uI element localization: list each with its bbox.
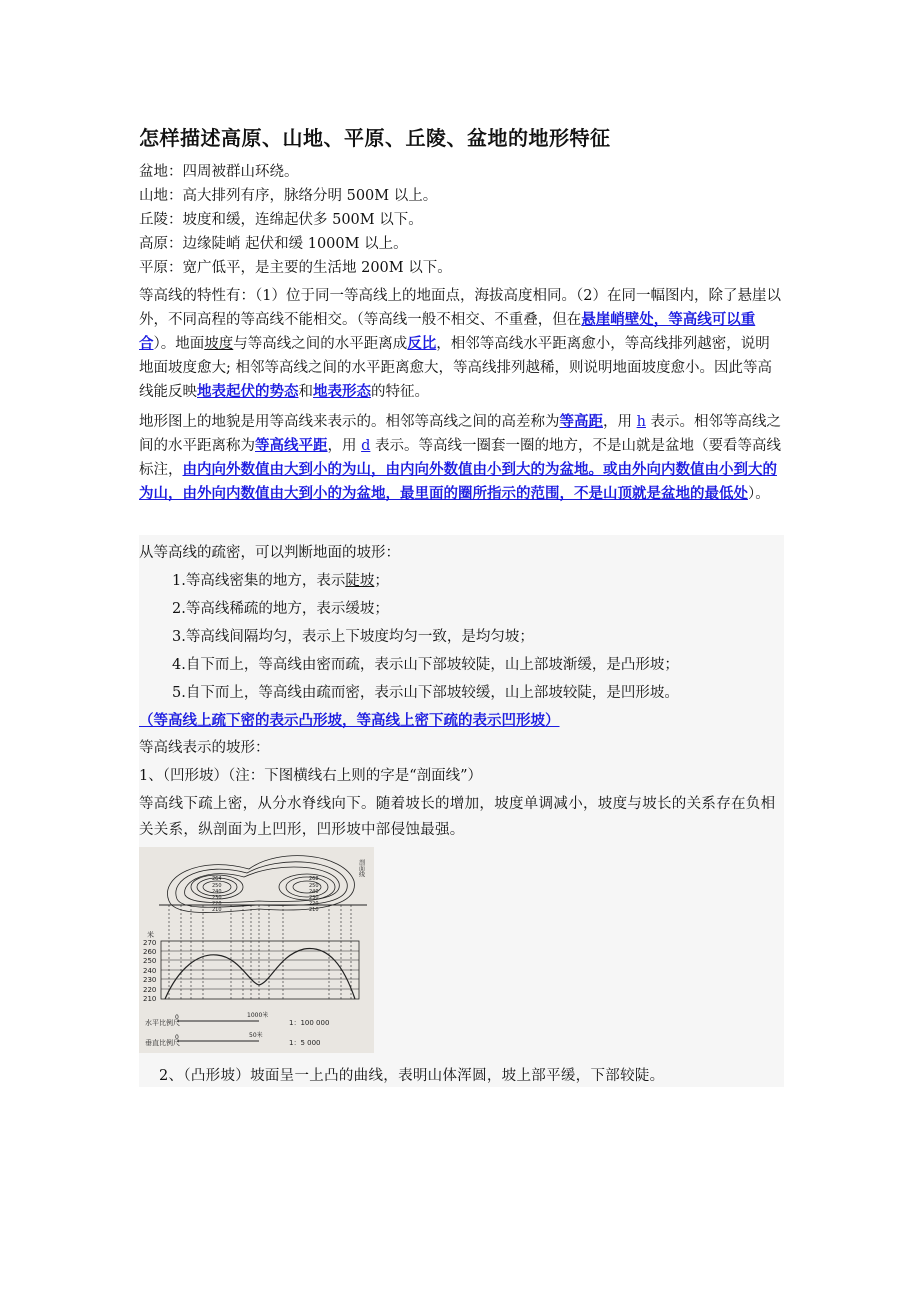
- text: ，相邻等高线水平距离愈小，等高线排列越密，说明地面坡度愈大; 相邻等高线之间的水平距离愈大，等高线排列越稀，则说明地面坡度愈小。因此等高线能反映: [139, 336, 772, 400]
- slope-item-5: 5.自下而上，等高线由疏而密，表示山下部坡较缓，山上部坡较陡，是凹形坡。: [172, 685, 679, 701]
- profile-line-label: 剖面线: [357, 859, 365, 877]
- text: 的特征。: [371, 384, 429, 400]
- ytick-210: 210: [143, 995, 157, 1003]
- ytick-270: 270: [143, 939, 157, 947]
- slope-intro: 从等高线的疏密，可以判断地面的坡形：: [139, 545, 400, 561]
- contour-label: 210: [309, 907, 319, 913]
- underlined-steep: 陡坡: [345, 573, 375, 589]
- link-horizontal-distance[interactable]: 等高线平距: [255, 437, 328, 454]
- contour-label: 220: [212, 901, 222, 907]
- text: ）。: [748, 486, 770, 502]
- unit-label: 米: [147, 931, 154, 939]
- paragraph-contour-properties: [139, 284, 784, 404]
- page-title: 怎样描述高原、山地、平原、丘陵、盆地的地形特征: [139, 126, 611, 150]
- line-hill: 丘陵：坡度和缓，连绵起伏多 500M 以下。: [139, 212, 423, 228]
- horizontal-scale-ratio: 1：100 000: [289, 1019, 330, 1027]
- contour-label: 240: [309, 889, 319, 895]
- concave-description: 等高线下疏上密，从分水脊线向下。随着坡长的增加，坡度单调减小，坡度与坡长的关系存在负相关关系，纵剖面为上凹形，凹形坡中部侵蚀最强。: [139, 796, 776, 838]
- ytick-240: 240: [143, 967, 157, 975]
- slope-item-3: 3.等高线间隔均匀，表示上下坡度均匀一致，是均匀坡；: [172, 629, 534, 645]
- link-d[interactable]: d: [361, 438, 371, 454]
- contour-label: 240: [212, 889, 222, 895]
- link-cliff[interactable]: 悬崖峭壁处，等高线可以重合: [139, 311, 756, 352]
- text: ）。地面: [153, 336, 205, 352]
- convex-caption: 2、（凸形坡）坡面呈一上凸的曲线，表明山体浑圆，坡上部平缓，下部较陡。: [159, 1068, 665, 1084]
- ytick-250: 250: [143, 957, 157, 965]
- contour-label: 230: [309, 895, 319, 901]
- text: 地形图上的地貌是用等高线来表示的。相邻等高线之间的高差称为: [139, 414, 560, 430]
- text: 与等高线之间的水平距离成: [233, 336, 408, 352]
- ytick-220: 220: [143, 986, 157, 994]
- slope-item-1: [172, 569, 389, 593]
- text: 1.等高线密集的地方，表示: [172, 573, 346, 589]
- slope-note: [139, 709, 560, 733]
- text: 等高线的特性有：（1）位于同一等高线上的地面点，海拔高度相同。（2）在同一幅图内，除了悬崖以外，不同高程的等高线不能相交。（等高线一般不相交、不重叠，但在: [139, 288, 781, 328]
- vertical-scale-end: 50米: [249, 1032, 263, 1039]
- slope-item-2: 2.等高线稀疏的地方，表示缓坡；: [172, 601, 389, 617]
- link-contour-interval[interactable]: 等高距: [559, 413, 603, 430]
- vertical-scale-ratio: 1：5 000: [289, 1039, 321, 1047]
- contour-label: 250: [212, 883, 222, 889]
- underlined-slope: 坡度: [204, 336, 234, 352]
- link-inverse[interactable]: 反比: [407, 335, 437, 352]
- contour-label: 264: [212, 876, 222, 882]
- line-mountain: 山地：高大排列有序，脉络分明 500M 以上。: [139, 188, 438, 204]
- line-plain: 平原：宽广低平，是主要的生活地 200M 以下。: [139, 260, 452, 276]
- text: 和: [298, 384, 313, 400]
- link-relief[interactable]: 地表起伏的势态: [197, 383, 299, 400]
- horizontal-scale-label: 水平比例尺: [145, 1019, 180, 1027]
- contour-label: 268: [309, 876, 319, 882]
- ytick-230: 230: [143, 976, 157, 984]
- text: ，用: [603, 414, 637, 430]
- link-landform[interactable]: 地表形态: [313, 383, 371, 400]
- contour-label: 230: [212, 895, 222, 901]
- horizontal-scale-end: 1000米: [247, 1012, 269, 1019]
- contour-label: 210: [212, 907, 222, 913]
- vertical-scale-label: 垂直比例尺: [145, 1039, 180, 1047]
- line-basin: 盆地：四周被群山环绕。: [139, 164, 299, 180]
- contour-label: 220: [309, 901, 319, 907]
- paragraph-contour-interval: [139, 410, 784, 506]
- concave-slope-figure: [139, 847, 374, 1053]
- text: 表示。等高线一圈套一圈的地方，不是山就是盆地（要看等高线标注，: [139, 438, 782, 478]
- text: 表示。相邻等高线之间的水平距离称为: [139, 414, 782, 454]
- shapes-heading: 等高线表示的坡形：: [139, 740, 270, 756]
- slope-item-4: 4.自下而上，等高线由密而疏，表示山下部坡较陡，山上部坡渐缓，是凸形坡；: [172, 657, 679, 673]
- link-slope-note[interactable]: （等高线上疏下密的表示凸形坡，等高线上密下疏的表示凹形坡）: [139, 712, 560, 729]
- text: ，用: [327, 438, 362, 454]
- concave-caption: 1、（凹形坡）（注：下图横线右上则的字是“剖面线”）: [139, 768, 483, 784]
- link-mountain-basin-rule[interactable]: 由内向外数值由大到小的为山，由内向外数值由小到大的为盆地。或由外向内数值由小到大的为山，由外向内数值由大到小的为盆地，最里面的圈所指示的范围，不是山顶就是盆地的最低处: [139, 461, 777, 502]
- vertical-scale-zero: 0: [175, 1034, 179, 1041]
- text: ；: [374, 573, 389, 589]
- horizontal-scale-zero: 0: [175, 1014, 179, 1021]
- line-plateau: 高原：边缘陡峭 起伏和缓 1000M 以上。: [139, 236, 408, 252]
- link-h[interactable]: h: [636, 414, 646, 430]
- contour-label: 250: [309, 883, 319, 889]
- ytick-260: 260: [143, 948, 157, 956]
